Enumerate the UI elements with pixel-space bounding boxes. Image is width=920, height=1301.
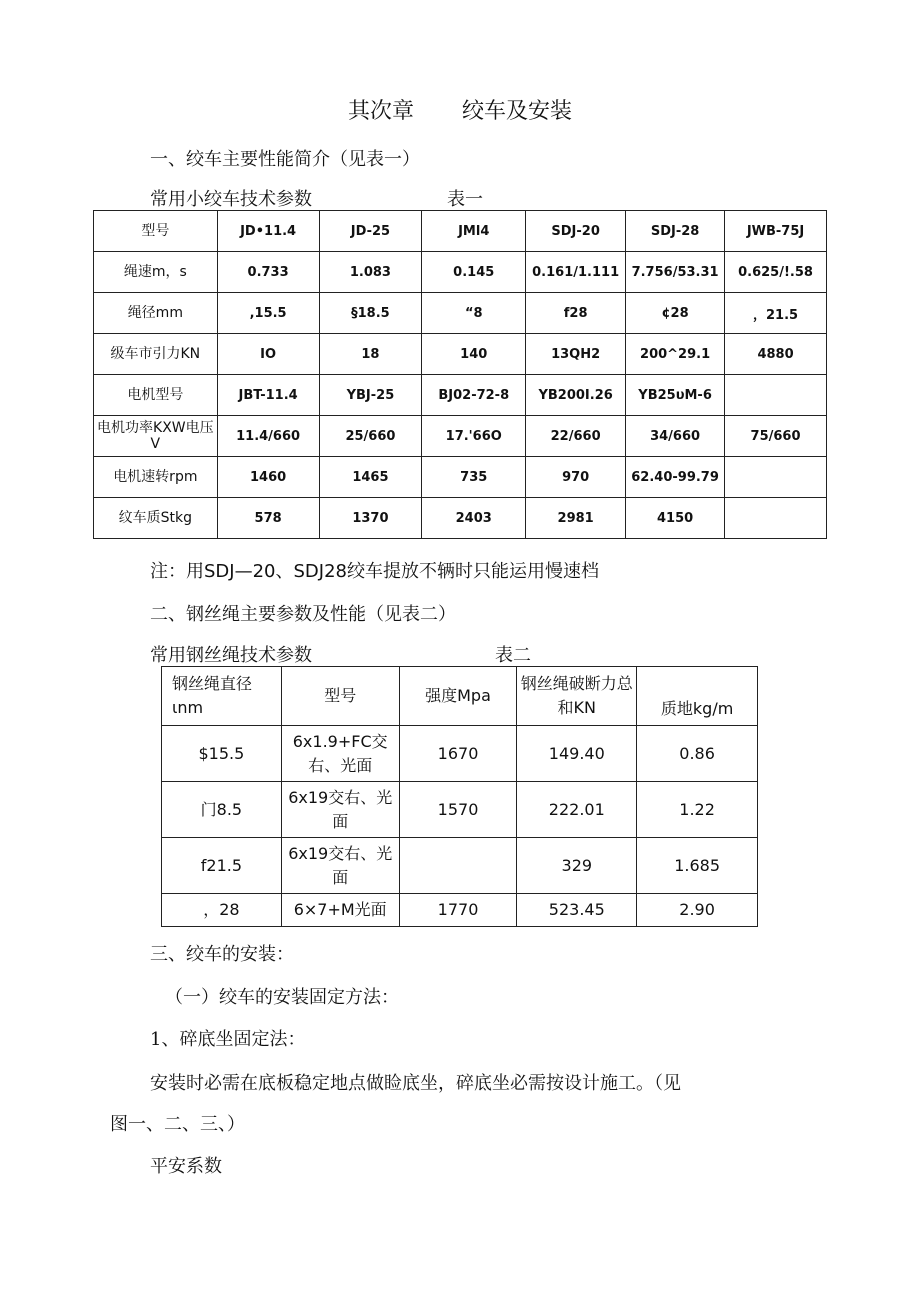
- title-part1: 其次章: [347, 99, 414, 124]
- paragraph-line: 图一、二、三、）: [110, 1114, 245, 1135]
- table-cell: 4150: [626, 498, 725, 539]
- table-cell: f21.5: [162, 838, 282, 894]
- table-cell: 绳速m，s: [94, 252, 218, 293]
- table-cell: JMl4: [422, 211, 526, 252]
- table-cell: 1770: [399, 894, 517, 927]
- table-cell: 1370: [319, 498, 422, 539]
- table-header-cell: 钢丝绳直径ιnm: [162, 667, 282, 726]
- table-cell: 1465: [319, 457, 422, 498]
- table-cell: 7.756/53.31: [626, 252, 725, 293]
- table-cell: 11.4/660: [217, 416, 319, 457]
- table-cell: 62.40-99.79: [626, 457, 725, 498]
- table-cell: 2403: [422, 498, 526, 539]
- table-cell: 0.145: [422, 252, 526, 293]
- table-cell: 绳径mm: [94, 293, 218, 334]
- note: 注：用SDJ—20、SDJ28绞车提放不辆时只能运用慢速档: [150, 561, 599, 582]
- section2-heading: 二、钢丝绳主要参数及性能（见表二）: [150, 604, 456, 625]
- table-cell: 6x1.9+FC交右、光面: [281, 726, 399, 782]
- table-row: [94, 334, 827, 375]
- table-cell: ，21.5: [725, 293, 827, 334]
- table-cell: 0.161/1.111: [526, 252, 626, 293]
- title-part2: 绞车及安装: [462, 99, 573, 124]
- table-row: [94, 416, 827, 457]
- table-header-cell: 钢丝绳破断力总和KN: [517, 667, 637, 726]
- table-cell: §18.5: [319, 293, 422, 334]
- table-cell: 级车市引力KN: [94, 334, 218, 375]
- table-cell: YB25υM-6: [626, 375, 725, 416]
- table-cell: 0.86: [637, 726, 758, 782]
- table-cell: $15.5: [162, 726, 282, 782]
- table-cell: 18: [319, 334, 422, 375]
- table-row: [94, 457, 827, 498]
- table-cell: f28: [526, 293, 626, 334]
- table-header-cell: 质地kg/m: [637, 667, 758, 726]
- table-row: [162, 838, 758, 894]
- table-cell: 34/660: [626, 416, 725, 457]
- table-cell: [725, 375, 827, 416]
- table-cell: 140: [422, 334, 526, 375]
- wire-rope-table: [161, 666, 758, 927]
- table2-label: 表二: [495, 645, 531, 666]
- table-cell: 1670: [399, 726, 517, 782]
- table-cell: 型号: [94, 211, 218, 252]
- table-cell: 735: [422, 457, 526, 498]
- table-header-cell: 强度Mpa: [399, 667, 517, 726]
- table-row: [94, 498, 827, 539]
- table-cell: [399, 838, 517, 894]
- table-cell: 523.45: [517, 894, 637, 927]
- table-cell: 578: [217, 498, 319, 539]
- table-cell: YB200I.26: [526, 375, 626, 416]
- winch-parameters-table: [93, 210, 827, 539]
- table-row: [94, 375, 827, 416]
- table-cell: JWB-75J: [725, 211, 827, 252]
- table-row: [162, 726, 758, 782]
- table-cell: 222.01: [517, 782, 637, 838]
- table-cell: 1.685: [637, 838, 758, 894]
- table-cell: 970: [526, 457, 626, 498]
- table-cell: 1.083: [319, 252, 422, 293]
- table-cell: JD-25: [319, 211, 422, 252]
- section3-heading: 三、绞车的安装：: [150, 944, 294, 965]
- table-cell: ,15.5: [217, 293, 319, 334]
- table-cell: [725, 498, 827, 539]
- table1-caption: 常用小绞车技术参数: [150, 189, 312, 210]
- table-row: [94, 211, 827, 252]
- table-cell: JD•11.4: [217, 211, 319, 252]
- table-cell: 75/660: [725, 416, 827, 457]
- table-cell: “8: [422, 293, 526, 334]
- table-cell: 4880: [725, 334, 827, 375]
- page-title: [0, 94, 920, 125]
- table-cell: 149.40: [517, 726, 637, 782]
- table-header-cell: 型号: [281, 667, 399, 726]
- table-cell: 329: [517, 838, 637, 894]
- table-cell: SDJ-28: [626, 211, 725, 252]
- table-row: [94, 293, 827, 334]
- table-cell: 13QH2: [526, 334, 626, 375]
- table-cell: ，28: [162, 894, 282, 927]
- table2-caption: 常用钢丝绳技术参数: [150, 645, 312, 666]
- table-cell: 门8.5: [162, 782, 282, 838]
- table-row: [162, 782, 758, 838]
- table-cell: 2.90: [637, 894, 758, 927]
- table-cell: 1460: [217, 457, 319, 498]
- table-cell: 0.625/!.58: [725, 252, 827, 293]
- table-cell: 1.22: [637, 782, 758, 838]
- table-cell: SDJ-20: [526, 211, 626, 252]
- table-cell: BJ02-72-8: [422, 375, 526, 416]
- table-cell: 25/660: [319, 416, 422, 457]
- table-header-row: [162, 667, 758, 726]
- table-cell: ¢28: [626, 293, 725, 334]
- paragraph-line: 安装时必需在底板稳定地点做睑底坐，碎底坐必需按设计施工。（见: [150, 1073, 681, 1094]
- section3-item1: 1、碎底坐固定法：: [150, 1029, 306, 1050]
- table-cell: [725, 457, 827, 498]
- table-cell: 6x19交右、光面: [281, 838, 399, 894]
- table1-label: 表一: [447, 189, 483, 210]
- section3-subheading: （一）绞车的安装固定方法：: [165, 987, 399, 1008]
- table-cell: 17.'66O: [422, 416, 526, 457]
- section3-last-line: 平安系数: [150, 1156, 222, 1177]
- table-cell: 纹车质Stkg: [94, 498, 218, 539]
- table-row: [94, 252, 827, 293]
- section1-heading: 一、绞车主要性能简介（见表一）: [150, 149, 420, 170]
- table-row: [162, 894, 758, 927]
- table-cell: YBJ-25: [319, 375, 422, 416]
- table-cell: 电机速转rpm: [94, 457, 218, 498]
- table-cell: 电机型号: [94, 375, 218, 416]
- table-cell: 22/660: [526, 416, 626, 457]
- table-cell: 电机功率KXW电压V: [94, 416, 218, 457]
- table-cell: JBT-11.4: [217, 375, 319, 416]
- table-cell: 6x19交右、光面: [281, 782, 399, 838]
- table-cell: 1570: [399, 782, 517, 838]
- table-cell: IO: [217, 334, 319, 375]
- table-cell: 2981: [526, 498, 626, 539]
- table-cell: 6×7+M光面: [281, 894, 399, 927]
- table-cell: 0.733: [217, 252, 319, 293]
- table-cell: 200^29.1: [626, 334, 725, 375]
